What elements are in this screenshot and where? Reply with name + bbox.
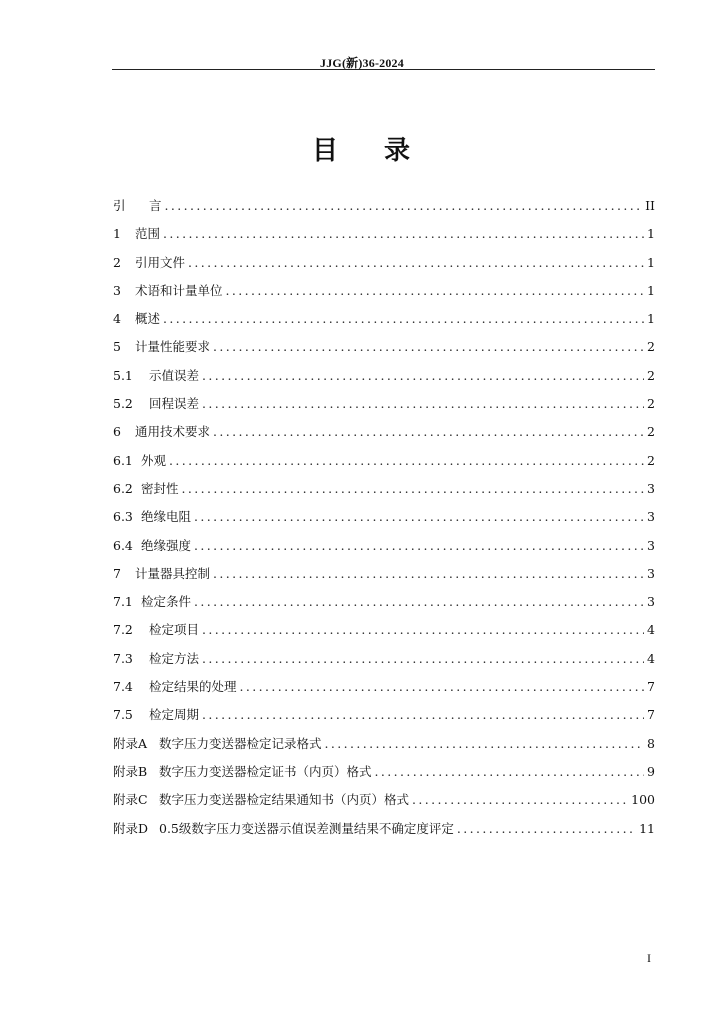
toc-entry-page: 1 (647, 282, 655, 298)
toc-entry-title: 通用技术要求 (135, 424, 211, 440)
toc-entry-number: 附录C (113, 792, 148, 808)
toc-entry-label (113, 224, 160, 242)
toc-entry-title: 绝缘电阻 (141, 509, 192, 525)
toc-entry-title: 计量性能要求 (135, 339, 211, 355)
header-divider (112, 69, 655, 70)
toc-entry-label (113, 536, 191, 554)
toc-entry-page: 3 (647, 565, 655, 581)
toc-entry-label (113, 394, 199, 412)
toc-dot-leader (182, 481, 645, 496)
toc-entry[interactable] (113, 620, 655, 648)
toc-entry[interactable] (113, 592, 655, 620)
toc-dot-leader (412, 792, 628, 807)
toc-entry-label (113, 564, 210, 582)
toc-entry-page: 7 (647, 707, 655, 723)
toc-dot-leader (375, 764, 645, 779)
toc-heading-right: 录 (384, 136, 413, 166)
toc-dot-leader (213, 424, 644, 439)
toc-entry-label (113, 451, 166, 469)
toc-entry-number: 2 (113, 254, 121, 270)
toc-entry[interactable] (113, 422, 655, 450)
toc-dot-leader (325, 736, 645, 751)
toc-entry[interactable] (113, 564, 655, 592)
toc-entry-title: 检定项目 (149, 622, 200, 638)
toc-entry-title: 言 (149, 198, 162, 213)
toc-entry-page: 1 (647, 254, 655, 270)
toc-entry-number: 7 (113, 565, 121, 581)
toc-entry-page: 100 (631, 792, 655, 808)
toc-entry-page: 3 (647, 537, 655, 553)
page-number: I (647, 951, 651, 965)
toc-entry-page: 4 (647, 650, 655, 666)
toc-dot-leader (457, 821, 636, 836)
toc-entry-label (113, 337, 210, 355)
toc-entry-number: 5 (113, 339, 121, 355)
toc-entry-page: 9 (647, 763, 655, 779)
toc-entry[interactable] (113, 705, 655, 733)
toc-entry[interactable] (113, 394, 655, 422)
toc-dot-leader (226, 283, 645, 298)
toc-entry-title: 密封性 (141, 480, 179, 496)
toc-entry-title: 数字压力变送器检定结果通知书（内页）格式 (159, 792, 410, 808)
toc-entry-title: 绝缘强度 (141, 537, 192, 553)
toc-entry-page: 7 (647, 679, 655, 695)
toc-entry-number: 7.4 (113, 679, 133, 695)
toc-dot-leader (202, 622, 644, 637)
toc-entry[interactable] (113, 309, 655, 337)
toc-entry-label (113, 649, 199, 667)
toc-entry[interactable] (113, 479, 655, 507)
toc-entry-page: 3 (647, 594, 655, 610)
toc-entry-label (113, 620, 199, 638)
toc-entry-page: 11 (639, 820, 655, 836)
toc-entry-number: 7.3 (113, 650, 133, 666)
toc-entry[interactable] (113, 819, 655, 847)
toc-entry-page: 1 (647, 311, 655, 327)
toc-entry-page: 2 (647, 424, 655, 440)
toc-entry[interactable] (113, 451, 655, 479)
toc-entry-number: 6.2 (113, 480, 133, 496)
toc-entry-title: 术语和计量单位 (135, 282, 223, 298)
toc-entry-title: 数字压力变送器检定记录格式 (159, 735, 322, 751)
toc-entry-label (113, 790, 409, 808)
toc-dot-leader (202, 396, 644, 411)
toc-entry-number: 附录A (113, 735, 148, 751)
toc-entry[interactable] (113, 677, 655, 705)
toc-entry-title: 概述 (135, 311, 161, 327)
toc-entry-title: 回程误差 (149, 396, 200, 412)
toc-entry-title: 示值误差 (149, 367, 200, 383)
toc-entry[interactable] (113, 790, 655, 818)
toc-entry[interactable] (113, 337, 655, 365)
toc-entry-title: 外观 (141, 452, 167, 468)
toc-dot-leader (165, 198, 643, 213)
toc-entry[interactable] (113, 762, 655, 790)
toc-entry-label (113, 705, 199, 723)
toc-entry-page: 2 (647, 396, 655, 412)
toc-entry-page: 2 (647, 452, 655, 468)
toc-entry-title: 检定结果的处理 (149, 679, 237, 695)
toc-entry-page: 4 (647, 622, 655, 638)
toc-entry-title: 0.5级数字压力变送器示值误差测量结果不确定度评定 (159, 820, 454, 836)
toc-entry-page: 2 (647, 339, 655, 355)
toc-entry-title: 范围 (135, 226, 161, 242)
toc-entry-label (113, 507, 191, 525)
toc-entry-number: 7.2 (113, 622, 133, 638)
toc-dot-leader (163, 226, 644, 241)
toc-entry-label (113, 366, 199, 384)
toc-entry-label (113, 762, 372, 780)
toc-entry-number: 3 (113, 282, 121, 298)
toc-entry-label (113, 281, 223, 299)
toc-entry[interactable] (113, 196, 655, 224)
toc-entry[interactable] (113, 507, 655, 535)
toc-entry-title: 计量器具控制 (135, 565, 211, 581)
toc-dot-leader (213, 566, 644, 581)
toc-entry-page: 3 (647, 509, 655, 525)
toc-dot-leader (194, 594, 644, 609)
document-code-header: JJG(新)36-2024 (320, 56, 404, 70)
toc-entry[interactable] (113, 253, 655, 281)
toc-entry-label (113, 677, 237, 695)
toc-dot-leader (188, 255, 644, 270)
toc-entry-number: 5.2 (113, 396, 133, 412)
toc-entry-number: 6.3 (113, 509, 133, 525)
toc-dot-leader (202, 651, 644, 666)
toc-entry[interactable] (113, 734, 655, 762)
toc-heading (0, 130, 724, 167)
toc-entry-title: 检定周期 (149, 707, 200, 723)
toc-entry[interactable] (113, 536, 655, 564)
toc-heading-left: 目 (311, 136, 340, 166)
toc-dot-leader (202, 707, 644, 722)
table-of-contents (113, 196, 655, 847)
toc-entry-label (113, 253, 185, 271)
toc-entry-label (113, 479, 179, 497)
toc-entry-number: 附录D (113, 820, 149, 836)
toc-entry[interactable] (113, 366, 655, 394)
toc-entry-page: 2 (647, 367, 655, 383)
toc-entry[interactable] (113, 281, 655, 309)
toc-entry-number: 6.1 (113, 452, 133, 468)
toc-entry-number: 6 (113, 424, 121, 440)
toc-entry-page: 3 (647, 480, 655, 496)
toc-entry-title: 检定方法 (149, 650, 200, 666)
toc-entry-title: 数字压力变送器检定证书（内页）格式 (159, 763, 372, 779)
toc-entry-number: 5.1 (113, 367, 133, 383)
toc-entry-label (113, 592, 191, 610)
toc-entry[interactable] (113, 224, 655, 252)
toc-entry-number: 附录B (113, 763, 148, 779)
toc-entry-label (113, 309, 160, 327)
toc-entry-title: 检定条件 (141, 594, 192, 610)
toc-entry-title: 引用文件 (135, 254, 186, 270)
toc-dot-leader (163, 311, 644, 326)
toc-dot-leader (169, 453, 644, 468)
toc-entry-label (113, 422, 210, 440)
toc-dot-leader (202, 368, 644, 383)
toc-entry-number: 引 (113, 198, 126, 213)
toc-entry-number: 7.1 (113, 594, 133, 610)
toc-entry-page: II (645, 198, 655, 213)
toc-entry-label (113, 819, 454, 837)
toc-dot-leader (240, 679, 645, 694)
toc-entry-number: 1 (113, 226, 121, 242)
toc-dot-leader (213, 339, 644, 354)
toc-entry-number: 6.4 (113, 537, 133, 553)
toc-dot-leader (194, 509, 644, 524)
toc-entry-label (113, 734, 322, 752)
toc-entry-number: 4 (113, 311, 121, 327)
toc-entry-label (113, 196, 162, 214)
toc-entry-page: 8 (647, 735, 655, 751)
toc-dot-leader (194, 538, 644, 553)
toc-entry-number: 7.5 (113, 707, 133, 723)
toc-entry-page: 1 (647, 226, 655, 242)
toc-entry[interactable] (113, 649, 655, 677)
